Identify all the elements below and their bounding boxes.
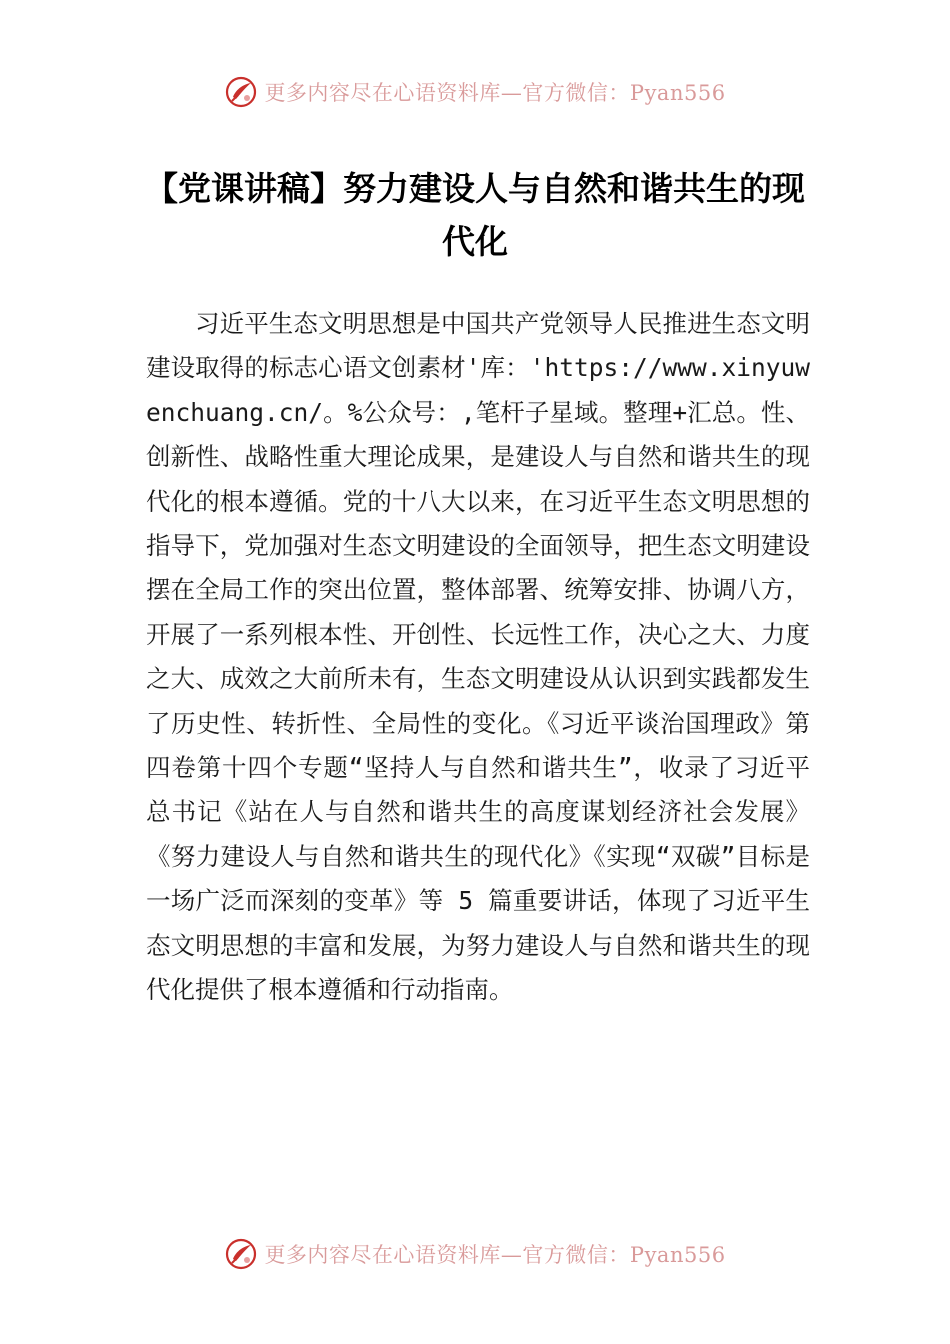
cloud-feather-logo-icon: [224, 75, 258, 109]
footer-banner: [0, 1234, 950, 1274]
header-banner-text: 更多内容尽在心语资料库—官方微信：Pyan556: [264, 81, 726, 105]
cloud-feather-logo-icon: [224, 1237, 258, 1271]
body-paragraph: 习近平生态文明思想是中国共产党领导人民推进生态文明建设取得的标志心语文创素材'库：'https://www.xinyuwenchuang.cn/。%公众号：,笔杆子星域。整理+汇总。性、创新性、战略性重大理论成果，是建设人与自然和谐共生的现代化的根本遵循。党的十八大以来，在习近平生态文明思想的指导下，党加强对生态文明建设的全面领导，把生态文明建设摆在全局工作的突出位置，整体部署、统筹安排、协调八方， 开展了一系列根本性、开创性、长远性工作，决心之大、力度之大、成效之大前所未有，生态文明建设从认识到实践都发生了历史性、转折性、全局性的变化。《习近平谈治国理政》第四卷第十四个专题“坚持人与自然和谐共生”，收录了习近平总书记《站在人与自然和谐共生的高度谋划经济社会发展》《努力建设人与自然和谐共生的现代化》《实现“双碳”目标是一场广泛而深刻的变革》等 5 篇重要讲话，体现了习近平生态文明思想的丰富和发展，为努力建设人与自然和谐共生的现代化提供了根本遵循和行动指南。: [146, 309, 810, 1005]
header-banner: [0, 72, 950, 112]
footer-banner-text: 更多内容尽在心语资料库—官方微信：Pyan556: [264, 1243, 726, 1267]
page-title: 【党课讲稿】努力建设人与自然和谐共生的现代化: [145, 169, 805, 261]
